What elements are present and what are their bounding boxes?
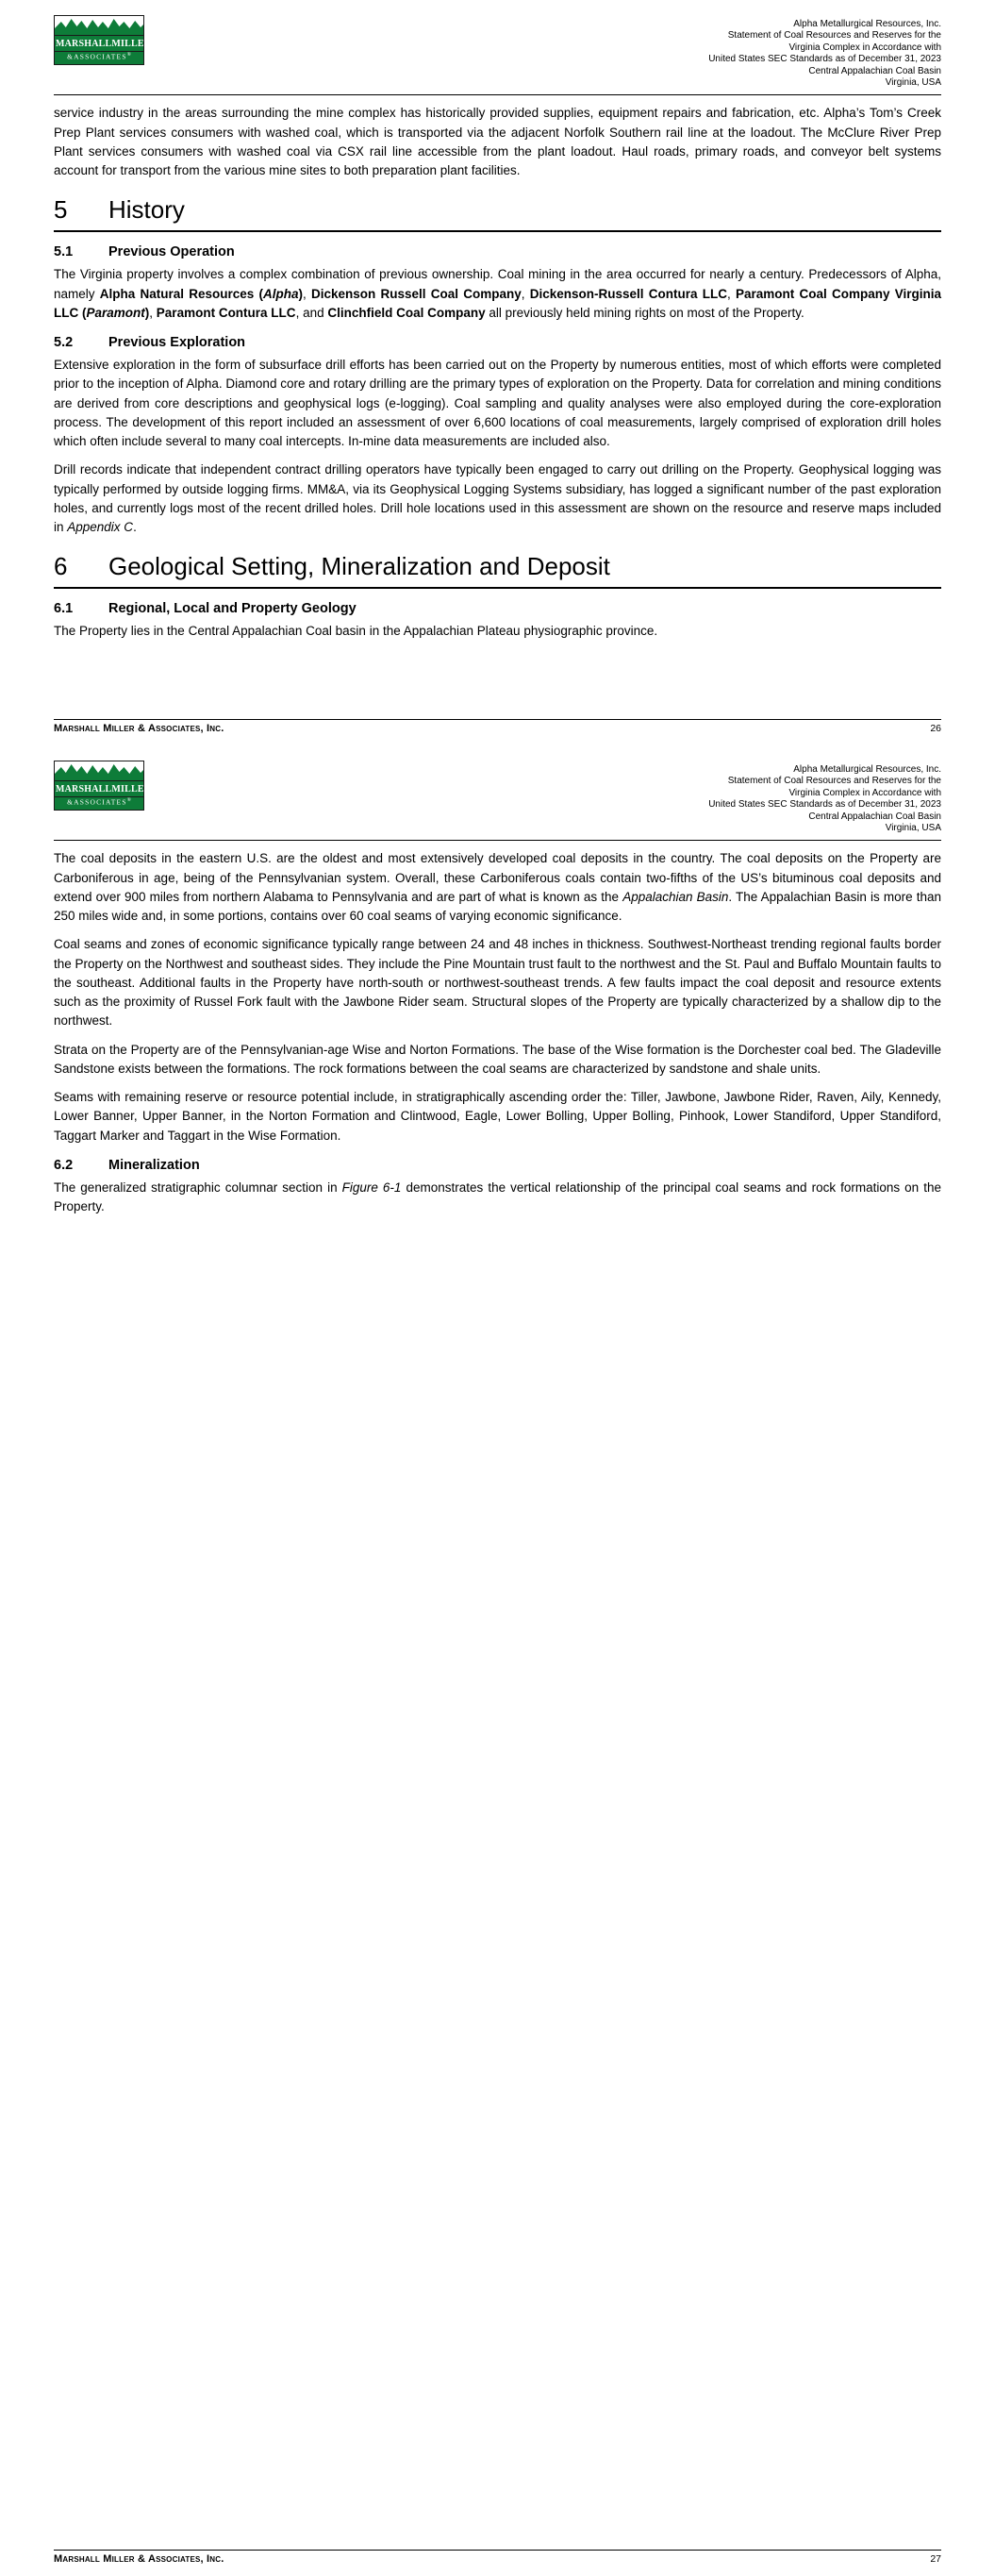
section-title: History	[108, 195, 185, 225]
text-run: Paramont Coal Company Virginia LLC (	[54, 286, 941, 320]
header-line: Virginia Complex in Accordance with	[788, 42, 941, 53]
text-run: Appendix C	[67, 520, 134, 535]
text-run: Paramont Contura LLC	[156, 305, 296, 320]
text-run: The generalized stratigraphic columnar section in	[54, 1179, 342, 1195]
page-26	[0, 0, 995, 745]
text-run: Alpha Natural Resources (	[99, 286, 263, 301]
text-run: )	[298, 286, 304, 301]
text-run: )	[144, 305, 150, 320]
section-number: 5	[54, 195, 68, 225]
page-header	[54, 15, 941, 89]
text-run: Coal seams and zones of economic significance typically range between 24 and 48 inches in thickness. Southwest-Northeast trending regional faults border the Property on the Northwest and southeast sides. They include the Pine Mountain trust fault to the northwest and the St. Paul and Buffalo Mountain faults to the southeast. Additional faults in the Property have north-south or northwest-southeast trends. A few faults impact the coal deposit and resource extents such as the proximity of Russel Fork fault with the Jawbone Rider seam. Structural slopes of the Property are typically characterized by a shallow dip to the northwest.	[54, 937, 941, 1029]
footer-company-name: Marshall Miller & Associates, Inc.	[54, 2553, 224, 2565]
section-number: 6	[54, 552, 68, 581]
paragraph-intro	[54, 104, 941, 180]
page-27-content	[54, 849, 941, 1226]
subsection-6-2-heading	[54, 1158, 941, 1173]
paragraph-previous-operation	[54, 265, 941, 323]
text-run: The coal deposits in the eastern U.S. are the oldest and most extensively developed coal deposits in the country. The coal deposits on the Property are Carboniferous in age, being of the Pennsylvanian system. Overall, these Carboniferous coals contain two-fifths of the US’s bituminous coal deposits and extend over 900 miles from northern Alabama to Pennsylvania and are part of what is known as the	[54, 851, 941, 904]
header-divider	[54, 840, 941, 841]
logo-subname	[55, 796, 143, 810]
paragraph-coal-deposits	[54, 849, 941, 926]
subsection-6-1-heading	[54, 601, 941, 616]
logo-subname	[55, 51, 143, 64]
subsection-number: 5.2	[54, 335, 74, 351]
text-run: service industry in the areas surrounding the mine complex has historically provided supplies, equipment repairs and fabrication, etc. Alpha’s Tom’s Creek Prep Plant services consumers with washed coal, which is transported via the adjacent Norfolk Southern rail line at the loadout. The McClure River Prep Plant services consumers with washed coal via CSX rail line accessible from the plant loadout. Haul roads, primary roads, and conveyor belt systems account for transport from the various mine sites to both preparation plant facilities.	[54, 106, 941, 178]
text-run: ,	[726, 286, 736, 301]
registered-mark: ®	[126, 52, 131, 58]
text-run: ,	[303, 286, 311, 301]
subsection-title: Previous Exploration	[108, 335, 246, 351]
text-run: Dickenson-Russell Contura LLC	[529, 286, 727, 301]
paragraph-regional-geology	[54, 622, 941, 641]
report-title-block	[708, 761, 941, 834]
page-number: 27	[930, 2553, 941, 2565]
logo-name: MARSHALLMILLER	[55, 35, 143, 51]
text-run: all previously held mining rights on most of the Property.	[485, 305, 804, 320]
paragraph-previous-exploration-2	[54, 460, 941, 537]
page-27	[0, 745, 995, 2576]
header-line: Alpha Metallurgical Resources, Inc.	[793, 764, 941, 775]
text-run: Clinchfield Coal Company	[327, 305, 486, 320]
text-run: Paramont	[86, 305, 145, 320]
paragraph-strata	[54, 1041, 941, 1079]
company-logo	[54, 15, 152, 65]
text-run: , and	[295, 305, 328, 320]
mountain-ridge-icon	[55, 761, 143, 780]
subsection-5-1-heading	[54, 244, 941, 259]
logo-name: MARSHALLMILLER	[55, 780, 143, 796]
text-run: ,	[521, 286, 530, 301]
registered-mark: ®	[126, 797, 131, 803]
logo-subname-text: &ASSOCIATES	[67, 52, 127, 61]
text-run: ,	[149, 305, 157, 320]
header-line: Virginia, USA	[885, 822, 941, 833]
header-divider	[54, 94, 941, 95]
company-logo	[54, 761, 152, 811]
text-run: Drill records indicate that independent contract drilling operators have typically been engaged to carry out drilling on the Property. Geophysical logging was typically performed by outside logging firms. MM&A, via its Geophysical Logging Systems subsidiary, has logged a significant number of the past exploration holes, and currently logs most of the recent drilled holes. Drill hole locations used in this assessment are shown on the resource and reserve maps included in	[54, 462, 941, 535]
text-run: Seams with remaining reserve or resource potential include, in stratigraphically ascending order the: Tiller, Jawbone, Jawbone Rider, Raven, Aily, Kennedy, Lower Banner, Upper Banner, in the Norton Formation and Clintwood, Eagle, Lower Bolling, Upper Bolling, Pinhook, Lower Standiford, Upper Standiford, Taggart Marker and Taggart in the Wise Formation.	[54, 1090, 941, 1143]
header-line: Statement of Coal Resources and Reserves for the	[727, 776, 941, 787]
subsection-title: Mineralization	[108, 1157, 200, 1173]
text-run: .	[133, 520, 137, 535]
page-number: 26	[930, 723, 941, 734]
text-run: The Property lies in the Central Appalachian Coal basin in the Appalachian Plateau physiographic province.	[54, 624, 658, 639]
subsection-title: Regional, Local and Property Geology	[108, 601, 357, 617]
text-run: Alpha	[263, 286, 299, 301]
header-line: Virginia Complex in Accordance with	[788, 787, 941, 798]
text-run: Appalachian Basin	[622, 889, 729, 904]
report-title-block	[708, 15, 941, 89]
footer-company-name: Marshall Miller & Associates, Inc.	[54, 723, 224, 734]
page-footer	[54, 2550, 941, 2565]
paragraph-seams-list	[54, 1088, 941, 1146]
text-run: The Virginia property involves a complex combination of previous ownership. Coal mining in the area occurred for nearly a century. Predecessors of Alpha, namely	[54, 267, 941, 301]
subsection-title: Previous Operation	[108, 244, 235, 260]
page-header	[54, 761, 941, 834]
section-6-heading	[54, 552, 941, 589]
footer-divider	[54, 2550, 941, 2551]
header-line: United States SEC Standards as of December 31, 2023	[708, 54, 941, 65]
text-run: . The Appalachian Basin is more than 250 miles wide and, in some portions, contains over 60 coal seams of varying economic significance.	[54, 889, 941, 924]
text-run: Dickenson Russell Coal Company	[311, 286, 522, 301]
page-footer	[54, 719, 941, 734]
header-line: United States SEC Standards as of December 31, 2023	[708, 799, 941, 811]
mountain-ridge-icon	[55, 16, 143, 35]
text-run: Extensive exploration in the form of subsurface drill efforts has been carried out on the Property by numerous entities, most of which efforts were completed prior to the inception of Alpha. Diamond core and rotary drilling are the primary types of exploration on the Property. Data for correlation and mining conditions are derived from core descriptions and geophysical logs (e-logging). Coal sampling and quality analyses were also employed during the core-exploration process. The development of this report included an assessment of over 6,600 locations of coal measurements, largely comprised of exploration drill holes which often include several to many coal intercepts. In-mine data measurements are included also.	[54, 358, 941, 449]
section-title: Geological Setting, Mineralization and Deposit	[108, 552, 610, 581]
text-run: Figure 6-1	[341, 1179, 402, 1195]
footer-divider	[54, 719, 941, 720]
paragraph-coal-seams-faults	[54, 935, 941, 1030]
paragraph-previous-exploration-1	[54, 356, 941, 451]
header-line: Statement of Coal Resources and Reserves for the	[727, 30, 941, 42]
header-line: Alpha Metallurgical Resources, Inc.	[793, 19, 941, 29]
header-line: Virginia, USA	[885, 76, 941, 88]
text-run: demonstrates the vertical relationship of the principal coal seams and rock formations on the Property.	[54, 1179, 941, 1214]
header-line: Central Appalachian Coal Basin	[808, 65, 941, 76]
page-26-content	[54, 104, 941, 650]
subsection-5-2-heading	[54, 335, 941, 350]
header-line: Central Appalachian Coal Basin	[808, 811, 941, 822]
text-run: Strata on the Property are of the Pennsylvanian-age Wise and Norton Formations. The base of the Wise formation is the Dorchester coal bed. The Gladeville Sandstone exists between the formations. The rock formations between the coal seams are characterized by sandstone and shale units.	[54, 1042, 941, 1076]
subsection-number: 6.2	[54, 1157, 74, 1173]
subsection-number: 6.1	[54, 601, 74, 617]
paragraph-mineralization	[54, 1179, 941, 1217]
logo-subname-text: &ASSOCIATES	[67, 797, 127, 807]
subsection-number: 5.1	[54, 244, 74, 260]
section-5-heading	[54, 195, 941, 232]
